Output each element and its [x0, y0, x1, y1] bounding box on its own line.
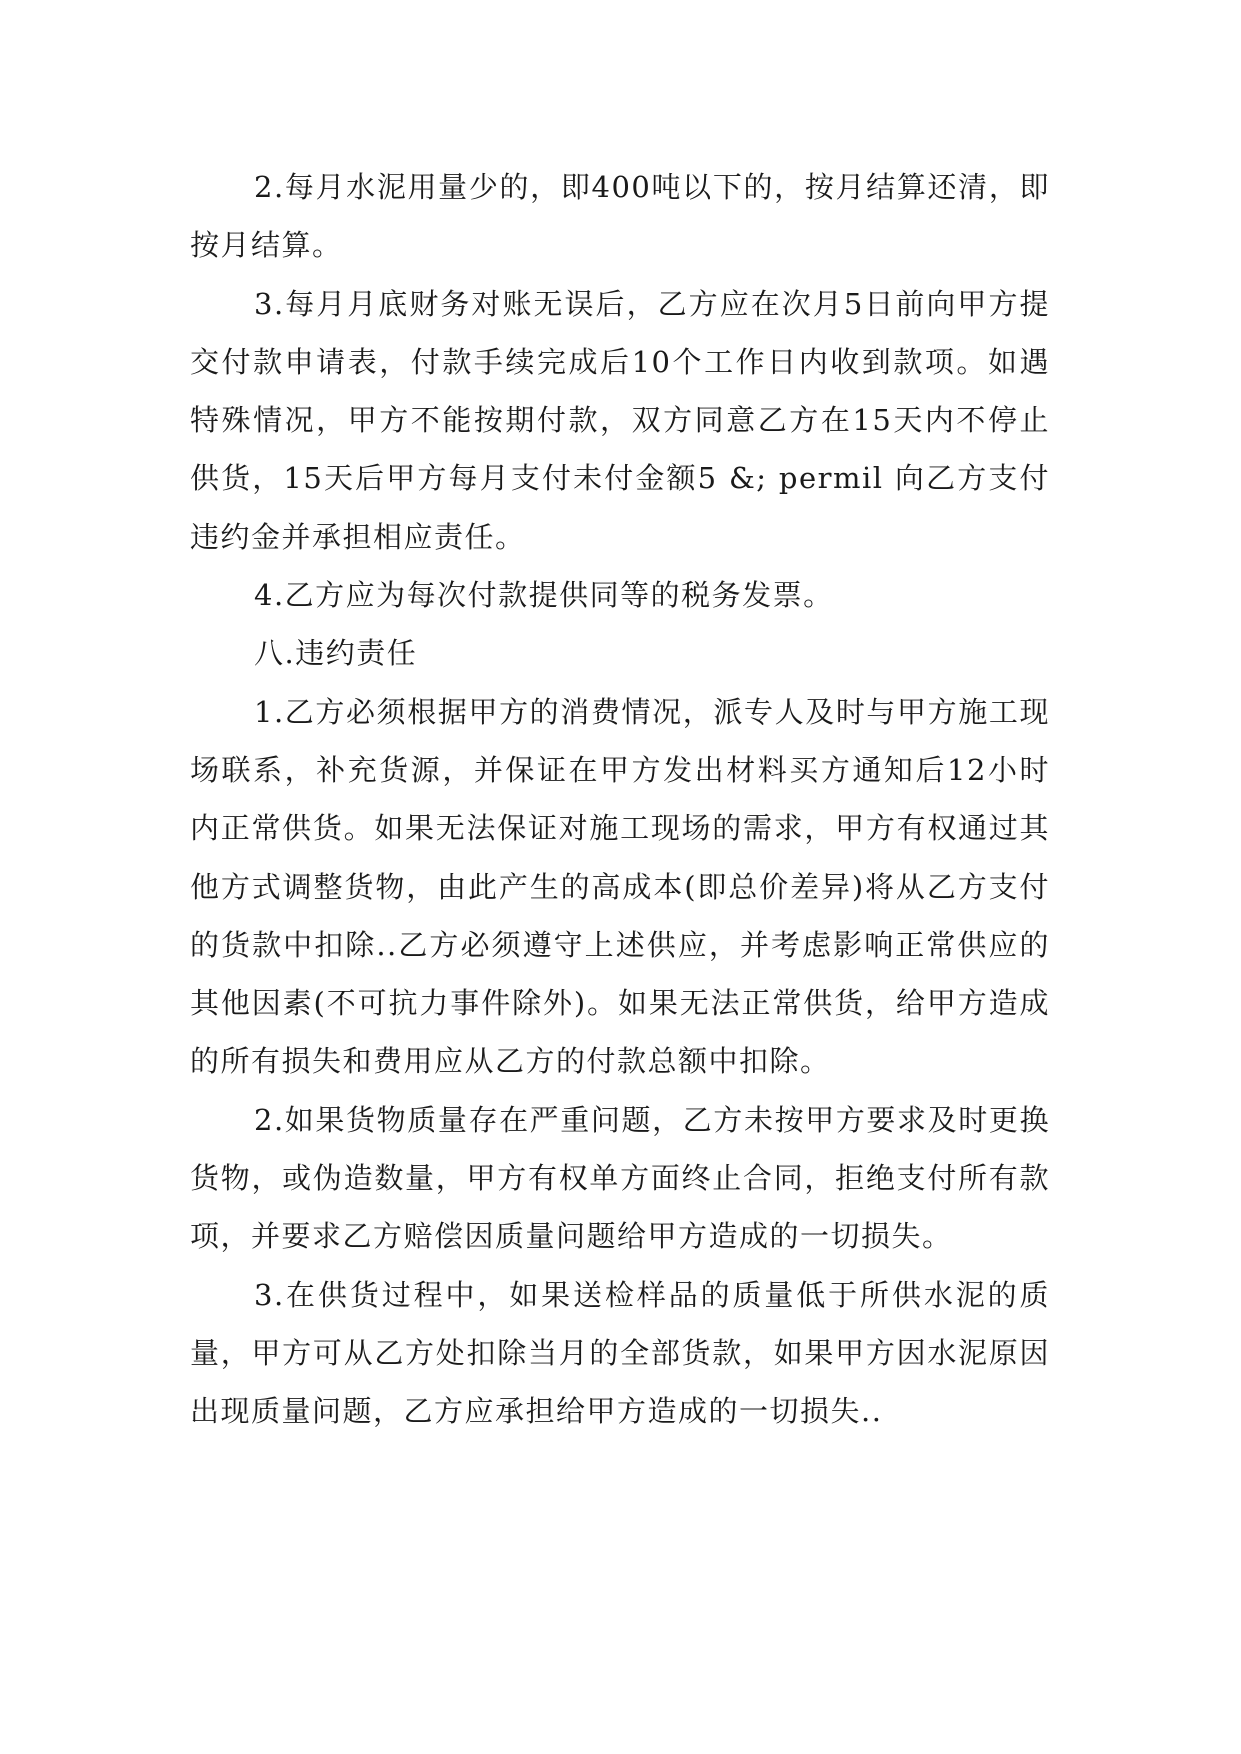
paragraph-payment-2: 2.每月水泥用量少的，即400吨以下的，按月结算还清，即按月结算。 — [190, 170, 1050, 263]
section-heading-breach-liability: 八.违约责任 — [254, 636, 418, 671]
paragraph-breach-2: 2.如果货物质量存在严重问题，乙方未按甲方要求及时更换货物，或伪造数量，甲方有权单方面终止合同，拒绝支付所有款项，并要求乙方赔偿因质量问题给甲方造成的一切损失。 — [190, 1102, 1050, 1254]
paragraph-payment-4: 4.乙方应为每次付款提供同等的税务发票。 — [254, 578, 834, 613]
paragraph-payment-3: 3.每月月底财务对账无误后，乙方应在次月5日前向甲方提交付款申请表，付款手续完成后10个工作日内收到款项。如遇特殊情况，甲方不能按期付款，双方同意乙方在15天内不停止供货，15天后甲方每月支付未付金额5 &; permil 向乙方支付违约金并承担相应责任。 — [190, 286, 1050, 554]
document-body — [190, 158, 1050, 1441]
paragraph-breach-1: 1.乙方必须根据甲方的消费情况，派专人及时与甲方施工现场联系，补充货源，并保证在甲方发出材料买方通知后12小时内正常供货。如果无法保证对施工现场的需求，甲方有权通过其他方式调整货物，由此产生的高成本(即总价差异)将从乙方支付的货款中扣除..乙方必须遵守上述供应，并考虑影响正常供应的其他因素(不可抗力事件除外)。如果无法正常供货，给甲方造成的所有损失和费用应从乙方的付款总额中扣除。 — [190, 694, 1050, 1079]
paragraph-breach-3: 3.在供货过程中，如果送检样品的质量低于所供水泥的质量，甲方可从乙方处扣除当月的全部货款，如果甲方因水泥原因出现质量问题，乙方应承担给甲方造成的一切损失.. — [190, 1277, 1050, 1429]
